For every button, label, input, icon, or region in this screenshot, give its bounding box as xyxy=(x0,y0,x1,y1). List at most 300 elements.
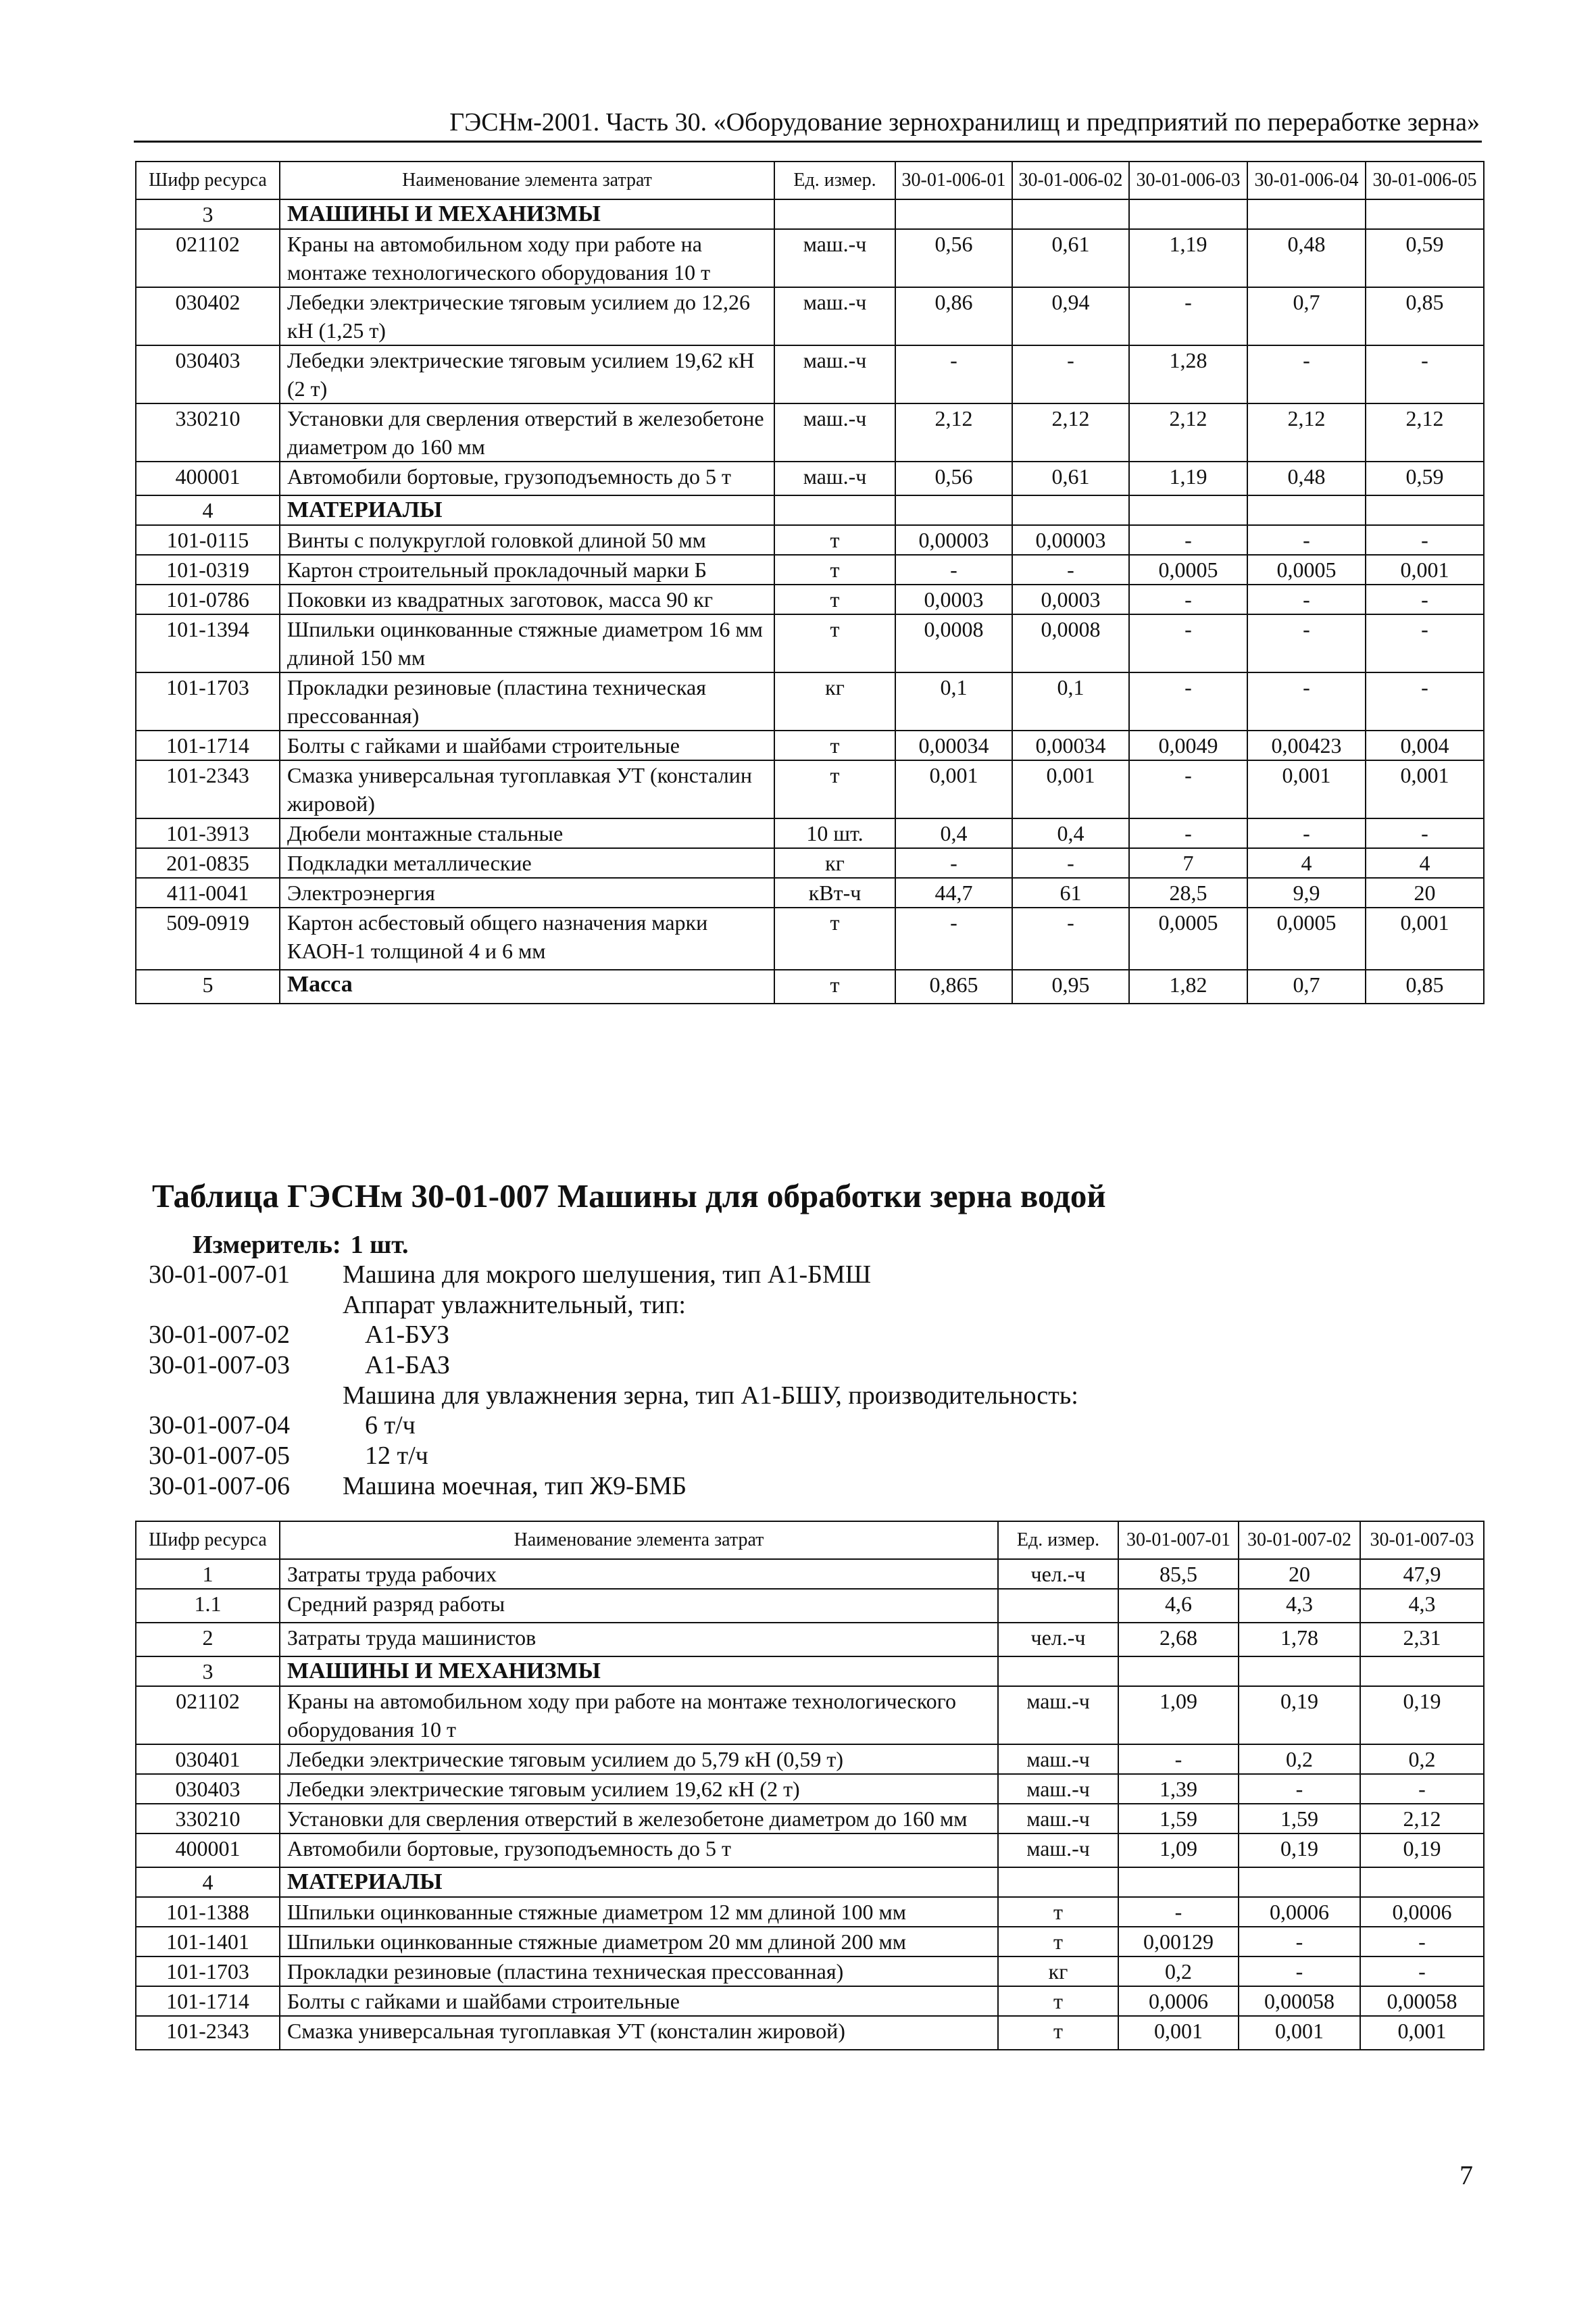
value-cell: 0,1 xyxy=(895,672,1012,731)
unit-cell: т xyxy=(774,614,895,672)
value-cell: - xyxy=(1239,1927,1360,1956)
value-cell: 0,85 xyxy=(1366,970,1484,1004)
resource-table-007 xyxy=(135,1521,1485,2050)
running-header: ГЭСНм-2001. Часть 30. «Оборудование зернохранилищ и предприятий по переработке зерна» xyxy=(449,108,1480,137)
value-cell: 9,9 xyxy=(1247,878,1366,908)
unit-cell: т xyxy=(998,1927,1118,1956)
header-cell: 30-01-006-03 xyxy=(1129,162,1247,199)
variants-list xyxy=(149,1260,1466,1502)
value-cell: 0,2 xyxy=(1118,1956,1239,1986)
machinists-section xyxy=(136,1623,1484,1656)
table-row xyxy=(136,908,1484,970)
value-cell: 0,00034 xyxy=(895,731,1012,760)
unit-cell: маш.-ч xyxy=(774,287,895,345)
table-row xyxy=(136,403,1484,462)
value-cell: 0,48 xyxy=(1247,229,1366,287)
value-cell: 0,00058 xyxy=(1239,1986,1360,2016)
table-row xyxy=(136,1774,1484,1804)
value-cell: 1,59 xyxy=(1239,1804,1360,1833)
table-row xyxy=(136,878,1484,908)
resource-code: 101-0786 xyxy=(136,585,280,614)
value-cell: - xyxy=(1247,585,1366,614)
unit-cell: чел.-ч xyxy=(998,1559,1118,1589)
cost-item-name: Картон асбестовый общего назначения марки КАОН-1 толщиной 4 и 6 мм xyxy=(280,908,774,970)
value-cell: - xyxy=(1129,818,1247,848)
value-cell: - xyxy=(1247,345,1366,403)
unit-cell: т xyxy=(774,731,895,760)
cost-item-name: Шпильки оцинкованные стяжные диаметром 20 мм длиной 200 мм xyxy=(280,1927,998,1956)
unit-cell xyxy=(998,1867,1118,1897)
labor-section xyxy=(136,1559,1484,1623)
value-cell: 20 xyxy=(1239,1559,1360,1589)
cost-item-name: Подкладки металлические xyxy=(280,848,774,878)
value-cell: 0,001 xyxy=(1118,2016,1239,2050)
value-cell xyxy=(1360,1867,1484,1897)
resource-code: 101-2343 xyxy=(136,760,280,818)
value-cell: 0,19 xyxy=(1239,1686,1360,1744)
value-cell xyxy=(1366,199,1484,229)
unit-cell: кг xyxy=(774,848,895,878)
value-cell: 44,7 xyxy=(895,878,1012,908)
value-cell: 0,56 xyxy=(895,462,1012,495)
unit-cell: т xyxy=(774,585,895,614)
value-cell xyxy=(1239,1867,1360,1897)
value-cell: 2,12 xyxy=(895,403,1012,462)
table-row xyxy=(136,1927,1484,1956)
value-cell: 0,001 xyxy=(895,760,1012,818)
variant-row xyxy=(149,1441,1466,1471)
resource-code: 101-1388 xyxy=(136,1897,280,1927)
table-row xyxy=(136,1986,1484,2016)
table-row xyxy=(136,229,1484,287)
value-cell: - xyxy=(1366,585,1484,614)
value-cell: - xyxy=(1247,525,1366,555)
value-cell: 0,0008 xyxy=(895,614,1012,672)
unit-cell: т xyxy=(774,525,895,555)
value-cell: - xyxy=(1247,614,1366,672)
resource-code: 101-2343 xyxy=(136,2016,280,2050)
value-cell: 0,0005 xyxy=(1247,555,1366,585)
resource-code: 3 xyxy=(136,199,280,229)
table-row xyxy=(136,1623,1484,1656)
value-cell: 0,0008 xyxy=(1012,614,1129,672)
section-header-row xyxy=(136,495,1484,525)
value-cell: 0,0003 xyxy=(895,585,1012,614)
variant-row xyxy=(149,1471,1466,1502)
header-cell: 30-01-006-04 xyxy=(1247,162,1366,199)
value-cell: 1,09 xyxy=(1118,1686,1239,1744)
unit-cell xyxy=(998,1656,1118,1686)
cost-item-name: Краны на автомобильном ходу при работе на монтаже технологического оборудования 10 т xyxy=(280,229,774,287)
value-cell xyxy=(1129,199,1247,229)
value-cell: 2,31 xyxy=(1360,1623,1484,1656)
measure-line xyxy=(193,1230,409,1260)
unit-cell: кг xyxy=(998,1956,1118,1986)
variant-text: 12 т/ч xyxy=(365,1442,428,1471)
variant-text: 6 т/ч xyxy=(365,1411,416,1440)
variant-code: 30-01-007-05 xyxy=(149,1442,290,1471)
cost-item-name: Шпильки оцинкованные стяжные диаметром 16 мм длиной 150 мм xyxy=(280,614,774,672)
value-cell: 0,86 xyxy=(895,287,1012,345)
variant-row xyxy=(149,1290,1466,1321)
measure-label: Измеритель: xyxy=(193,1231,341,1259)
unit-cell: маш.-ч xyxy=(998,1744,1118,1774)
value-cell: 61 xyxy=(1012,878,1129,908)
variant-text: А1-БАЗ xyxy=(365,1351,450,1380)
value-cell: - xyxy=(1129,672,1247,731)
value-cell: - xyxy=(1239,1774,1360,1804)
table-row xyxy=(136,1686,1484,1744)
value-cell: 0,1 xyxy=(1012,672,1129,731)
section-header-row xyxy=(136,1656,1484,1686)
header-cell: Шифр ресурса xyxy=(136,1521,280,1559)
resource-code: 330210 xyxy=(136,403,280,462)
table-row xyxy=(136,1559,1484,1589)
value-cell: 2,12 xyxy=(1129,403,1247,462)
variant-code: 30-01-007-03 xyxy=(149,1351,290,1380)
value-cell: 0,56 xyxy=(895,229,1012,287)
table-row xyxy=(136,462,1484,495)
value-cell: 0,19 xyxy=(1360,1833,1484,1867)
value-cell: 85,5 xyxy=(1118,1559,1239,1589)
value-cell: 28,5 xyxy=(1129,878,1247,908)
resource-code: 1.1 xyxy=(136,1589,280,1623)
value-cell xyxy=(1360,1656,1484,1686)
cost-item-name: Автомобили бортовые, грузоподъемность до 5 т xyxy=(280,462,774,495)
unit-cell xyxy=(998,1589,1118,1623)
unit-cell xyxy=(774,495,895,525)
table-section xyxy=(136,495,1484,970)
value-cell: 2,12 xyxy=(1247,403,1366,462)
value-cell: - xyxy=(1129,614,1247,672)
table-row xyxy=(136,1956,1484,1986)
table-row xyxy=(136,1897,1484,1927)
value-cell: 0,0005 xyxy=(1129,555,1247,585)
variant-text: Машина для мокрого шелушения, тип А1-БМШ xyxy=(343,1260,872,1289)
value-cell: 0,4 xyxy=(895,818,1012,848)
value-cell xyxy=(895,495,1012,525)
section-title: МАТЕРИАЛЫ xyxy=(280,495,774,525)
table-row xyxy=(136,287,1484,345)
cost-item-name: Картон строительный прокладочный марки Б xyxy=(280,555,774,585)
value-cell: 0,0005 xyxy=(1129,908,1247,970)
value-cell: 0,0005 xyxy=(1247,908,1366,970)
value-cell xyxy=(1129,495,1247,525)
unit-cell: маш.-ч xyxy=(998,1774,1118,1804)
header-cell: 30-01-006-05 xyxy=(1366,162,1484,199)
table-row xyxy=(136,525,1484,555)
table-row xyxy=(136,818,1484,848)
resource-code: 101-1394 xyxy=(136,614,280,672)
value-cell: 7 xyxy=(1129,848,1247,878)
header-cell: 30-01-006-02 xyxy=(1012,162,1129,199)
value-cell: 0,00129 xyxy=(1118,1927,1239,1956)
cost-item-name: Лебедки электрические тяговым усилием до 5,79 кН (0,59 т) xyxy=(280,1744,998,1774)
value-cell xyxy=(1247,199,1366,229)
value-cell: 0,0006 xyxy=(1118,1986,1239,2016)
value-cell: 0,001 xyxy=(1366,760,1484,818)
cost-item-name: Лебедки электрические тяговым усилием 19,62 кН (2 т) xyxy=(280,345,774,403)
value-cell: 0,001 xyxy=(1366,908,1484,970)
value-cell: 4,3 xyxy=(1239,1589,1360,1623)
value-cell: 0,48 xyxy=(1247,462,1366,495)
unit-cell: маш.-ч xyxy=(774,229,895,287)
value-cell: - xyxy=(1366,614,1484,672)
section-title: МАШИНЫ И МЕХАНИЗМЫ xyxy=(280,199,774,229)
value-cell: - xyxy=(1239,1956,1360,1986)
header-cell: Ед. измер. xyxy=(998,1521,1118,1559)
header-cell: Ед. измер. xyxy=(774,162,895,199)
resource-code: 4 xyxy=(136,495,280,525)
value-cell: 0,001 xyxy=(1366,555,1484,585)
value-cell: 1,19 xyxy=(1129,229,1247,287)
value-cell: 0,7 xyxy=(1247,287,1366,345)
unit-cell: маш.-ч xyxy=(774,403,895,462)
resource-code: 021102 xyxy=(136,229,280,287)
value-cell: 0,0006 xyxy=(1239,1897,1360,1927)
resource-code: 400001 xyxy=(136,1833,280,1867)
resource-code: 201-0835 xyxy=(136,848,280,878)
variant-text: Аппарат увлажнительный, тип: xyxy=(343,1290,686,1319)
table-row xyxy=(136,1744,1484,1774)
value-cell: 0,59 xyxy=(1366,229,1484,287)
value-cell: 1,28 xyxy=(1129,345,1247,403)
value-cell: - xyxy=(1247,672,1366,731)
value-cell: 0,865 xyxy=(895,970,1012,1004)
unit-cell: т xyxy=(774,555,895,585)
resource-code: 021102 xyxy=(136,1686,280,1744)
value-cell: 4 xyxy=(1366,848,1484,878)
unit-cell: т xyxy=(998,1897,1118,1927)
value-cell: - xyxy=(1012,345,1129,403)
table-row xyxy=(136,614,1484,672)
resource-code: 101-1714 xyxy=(136,1986,280,2016)
value-cell: 1,19 xyxy=(1129,462,1247,495)
cost-item-name: Электроэнергия xyxy=(280,878,774,908)
table-row xyxy=(136,731,1484,760)
cost-item-name: Болты с гайками и шайбами строительные xyxy=(280,731,774,760)
value-cell: - xyxy=(1366,672,1484,731)
table-row xyxy=(136,1804,1484,1833)
variant-text: Машина для увлажнения зерна, тип А1-БШУ, производительность: xyxy=(343,1381,1078,1410)
value-cell: 0,61 xyxy=(1012,229,1129,287)
value-cell: 20 xyxy=(1366,878,1484,908)
unit-cell: маш.-ч xyxy=(774,462,895,495)
value-cell xyxy=(1239,1656,1360,1686)
unit-cell: кВт-ч xyxy=(774,878,895,908)
value-cell: 1,39 xyxy=(1118,1774,1239,1804)
table-row xyxy=(136,345,1484,403)
unit-cell: маш.-ч xyxy=(998,1804,1118,1833)
value-cell: - xyxy=(1012,848,1129,878)
table-section xyxy=(136,1867,1484,2050)
table-section xyxy=(136,970,1484,1004)
header-rule xyxy=(134,141,1482,143)
header-cell: Шифр ресурса xyxy=(136,162,280,199)
resource-code: 2 xyxy=(136,1623,280,1656)
resource-code: 101-1714 xyxy=(136,731,280,760)
variant-text: Машина моечная, тип Ж9-БМБ xyxy=(343,1471,687,1500)
value-cell: 0,0003 xyxy=(1012,585,1129,614)
value-cell: 0,00034 xyxy=(1012,731,1129,760)
value-cell: - xyxy=(1360,1927,1484,1956)
value-cell: 2,12 xyxy=(1366,403,1484,462)
resource-code: 101-1401 xyxy=(136,1927,280,1956)
unit-cell: маш.-ч xyxy=(998,1686,1118,1744)
value-cell xyxy=(1247,495,1366,525)
section-title: МАТЕРИАЛЫ xyxy=(280,1867,998,1897)
value-cell: 0,61 xyxy=(1012,462,1129,495)
cost-item-name: Прокладки резиновые (пластина техническая прессованная) xyxy=(280,1956,998,1986)
value-cell: 1,78 xyxy=(1239,1623,1360,1656)
table-heading: Таблица ГЭСНм 30-01-007 Машины для обработки зерна водой xyxy=(152,1177,1106,1214)
value-cell: - xyxy=(1366,818,1484,848)
value-cell: - xyxy=(1129,585,1247,614)
resource-code: 101-0115 xyxy=(136,525,280,555)
table-section xyxy=(136,1656,1484,1867)
value-cell xyxy=(1118,1867,1239,1897)
value-cell: 0,94 xyxy=(1012,287,1129,345)
value-cell: - xyxy=(895,848,1012,878)
table-header-row xyxy=(136,1521,1484,1559)
value-cell: 1,82 xyxy=(1129,970,1247,1004)
table-row xyxy=(136,585,1484,614)
header-cell: 30-01-007-02 xyxy=(1239,1521,1360,1559)
value-cell: - xyxy=(1012,908,1129,970)
value-cell: - xyxy=(1360,1956,1484,1986)
value-cell: - xyxy=(1129,287,1247,345)
table-row xyxy=(136,555,1484,585)
section-header-row xyxy=(136,970,1484,1004)
value-cell: 2,12 xyxy=(1012,403,1129,462)
value-cell: 47,9 xyxy=(1360,1559,1484,1589)
value-cell: 4 xyxy=(1247,848,1366,878)
unit-cell: чел.-ч xyxy=(998,1623,1118,1656)
value-cell: - xyxy=(895,555,1012,585)
variant-row xyxy=(149,1320,1466,1350)
page-number: 7 xyxy=(1460,2160,1473,2190)
unit-cell: 10 шт. xyxy=(774,818,895,848)
resource-code: 030401 xyxy=(136,1744,280,1774)
value-cell: 0,2 xyxy=(1239,1744,1360,1774)
section-header-row xyxy=(136,1867,1484,1897)
variant-row xyxy=(149,1381,1466,1411)
cost-item-name: Шпильки оцинкованные стяжные диаметром 12 мм длиной 100 мм xyxy=(280,1897,998,1927)
value-cell: - xyxy=(895,908,1012,970)
table-row xyxy=(136,848,1484,878)
resource-code: 030403 xyxy=(136,345,280,403)
cost-item-name: Затраты труда рабочих xyxy=(280,1559,998,1589)
table-row xyxy=(136,1589,1484,1623)
value-cell xyxy=(895,199,1012,229)
cost-item-name: Дюбели монтажные стальные xyxy=(280,818,774,848)
value-cell: 0,2 xyxy=(1360,1744,1484,1774)
value-cell: 0,19 xyxy=(1239,1833,1360,1867)
value-cell xyxy=(1012,199,1129,229)
variant-code: 30-01-007-01 xyxy=(149,1260,290,1289)
table-row xyxy=(136,672,1484,731)
resource-code: 101-3913 xyxy=(136,818,280,848)
value-cell: 2,68 xyxy=(1118,1623,1239,1656)
value-cell: 0,001 xyxy=(1012,760,1129,818)
cost-item-name: Прокладки резиновые (пластина техническая прессованная) xyxy=(280,672,774,731)
cost-item-name: Установки для сверления отверстий в железобетоне диаметром до 160 мм xyxy=(280,1804,998,1833)
resource-code: 030402 xyxy=(136,287,280,345)
section-header-row xyxy=(136,199,1484,229)
header-cell: 30-01-006-01 xyxy=(895,162,1012,199)
variant-row xyxy=(149,1350,1466,1381)
variant-row xyxy=(149,1260,1466,1290)
variant-code: 30-01-007-04 xyxy=(149,1411,290,1440)
value-cell: - xyxy=(1366,345,1484,403)
value-cell: 0,95 xyxy=(1012,970,1129,1004)
variant-code: 30-01-007-06 xyxy=(149,1471,290,1500)
resource-code: 101-1703 xyxy=(136,672,280,731)
value-cell: 1,59 xyxy=(1118,1804,1239,1833)
resource-code: 030403 xyxy=(136,1774,280,1804)
value-cell xyxy=(1366,495,1484,525)
value-cell: 2,12 xyxy=(1360,1804,1484,1833)
unit-cell: маш.-ч xyxy=(774,345,895,403)
value-cell: 0,001 xyxy=(1239,2016,1360,2050)
variant-row xyxy=(149,1410,1466,1441)
resource-code: 400001 xyxy=(136,462,280,495)
cost-item-name: Автомобили бортовые, грузоподъемность до 5 т xyxy=(280,1833,998,1867)
value-cell: - xyxy=(1118,1897,1239,1927)
unit-cell: т xyxy=(774,908,895,970)
value-cell: 0,00423 xyxy=(1247,731,1366,760)
variant-code: 30-01-007-02 xyxy=(149,1321,290,1350)
resource-code: 101-1703 xyxy=(136,1956,280,1986)
resource-code: 330210 xyxy=(136,1804,280,1833)
header-cell: Наименование элемента затрат xyxy=(280,1521,998,1559)
value-cell xyxy=(1012,495,1129,525)
resource-code: 101-0319 xyxy=(136,555,280,585)
value-cell xyxy=(1118,1656,1239,1686)
section-title: Масса xyxy=(280,970,774,1004)
value-cell: 1,09 xyxy=(1118,1833,1239,1867)
unit-cell: т xyxy=(774,760,895,818)
header-cell: 30-01-007-03 xyxy=(1360,1521,1484,1559)
table-header-row xyxy=(136,162,1484,199)
table-row xyxy=(136,2016,1484,2050)
table-row xyxy=(136,1833,1484,1867)
cost-item-name: Винты с полукруглой головкой длиной 50 мм xyxy=(280,525,774,555)
value-cell: 0,7 xyxy=(1247,970,1366,1004)
resource-code: 411-0041 xyxy=(136,878,280,908)
unit-cell: т xyxy=(998,2016,1118,2050)
value-cell: 0,59 xyxy=(1366,462,1484,495)
value-cell: 0,004 xyxy=(1366,731,1484,760)
value-cell: 0,001 xyxy=(1247,760,1366,818)
value-cell: - xyxy=(1118,1744,1239,1774)
value-cell: - xyxy=(1360,1774,1484,1804)
value-cell: 0,00058 xyxy=(1360,1986,1484,2016)
variant-text: А1-БУЗ xyxy=(365,1321,450,1350)
value-cell: 0,00003 xyxy=(895,525,1012,555)
value-cell: - xyxy=(895,345,1012,403)
table-row xyxy=(136,760,1484,818)
value-cell: - xyxy=(1012,555,1129,585)
resource-code: 3 xyxy=(136,1656,280,1686)
header-cell: Наименование элемента затрат xyxy=(280,162,774,199)
cost-item-name: Средний разряд работы xyxy=(280,1589,998,1623)
value-cell: 0,001 xyxy=(1360,2016,1484,2050)
resource-code: 4 xyxy=(136,1867,280,1897)
resource-table-006 xyxy=(135,161,1485,1004)
value-cell: 0,4 xyxy=(1012,818,1129,848)
unit-cell: кг xyxy=(774,672,895,731)
